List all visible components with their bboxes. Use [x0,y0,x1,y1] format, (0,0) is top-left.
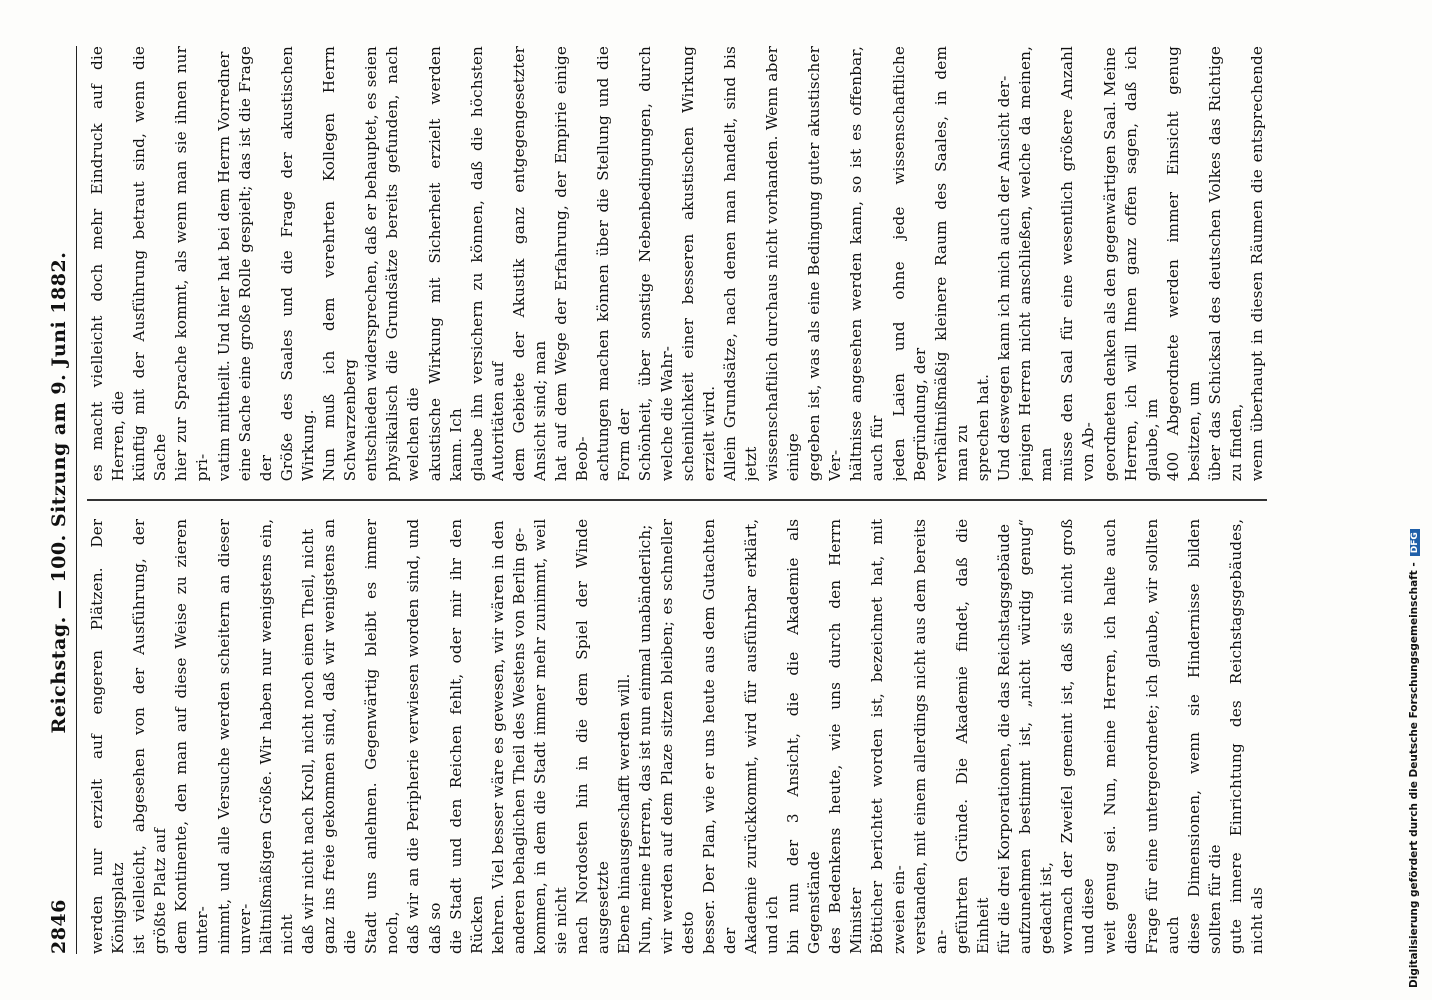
text-line: es macht vielleicht doch mehr Eindruck auf die Herren, die [88,46,128,482]
text-line: werden nur erzielt auf engeren Plätzen. Der Königsplatz [88,518,128,954]
text-line: dem Gebiete der Akustik ganz entgegengesetzter Ansicht sind; man [509,46,549,482]
text-line: anderen behaglichen Theil des Westens von Berlin ge- [509,527,528,954]
text-line: kehren. Viel besser wäre es gewesen, wir wären in den [488,520,507,954]
text-line: Nun, meine Herren, das ist nun einmal unabänderlich; [636,524,655,954]
text-line: Nun muß ich dem verehrten Kollegen Herrn Schwarzenberg [320,46,360,482]
text-line: wir werden auf dem Plaze sitzen bleiben; es schneller desto [657,518,697,954]
text-line: Schönheit, über sonstige Nebenbedingungen, durch welche die Wahr- [636,46,676,482]
text-line: jeden Laien und ohne jede wissenschaftliche Begründung, der [889,46,929,482]
text-line: kommen, in dem die Stadt immer mehr zunimmt, weil sie nicht [530,518,571,954]
text-line: dem Kontinente, den man auf diese Weise zu zieren unter- [172,518,212,954]
text-line: 400 Abgeordnete werden immer Einsicht genug besitzen, um [1163,46,1203,482]
text-line: des Bedenkens heute, wie uns durch den Herrn Minister [826,518,866,954]
text-line: müsse den Saal für eine wesentlich größere Anzahl von Ab- [1058,46,1098,482]
text-line: Und deswegen kann ich mich auch der Ansicht der- [995,75,1014,482]
text-line: gegeben ist, was als eine Bedingung guter akustischer Ver- [805,46,845,482]
text-line: wissenschaftlich durchaus nicht vorhanden. Wenn aber einige [763,46,803,482]
text-line: wenn überhaupt in diesen Räumen die entsprechende [1248,46,1267,482]
text-line: nimmt, und alle Versuche werden scheitern an dieser unver- [214,518,254,954]
document-sheet [26,20,1406,980]
page-number: 2846 [48,899,70,954]
text-line: besser. Der Plan, wie er uns heute aus dem Gutachten der [699,518,739,954]
text-line: wornach der Zweifel gemeint ist, daß sie nicht groß und diese [1058,518,1098,954]
text-line: über das Schicksal des deutschen Volkes das Richtige zu finden, [1205,46,1246,482]
digitization-watermark [1406,8,1428,992]
text-line: eine Sache eine große Rolle gespielt; das ist die Frage der [235,46,275,482]
watermark-text: Digitalisierung gefördert durch die Deutsche Forschungsgemeinschaft - [1408,562,1420,988]
text-line: weit genug sei. Nun, meine Herren, ich halte auch diese [1100,518,1140,954]
text-line: ganz ins freie gekommen sind, daß wir wenigstens an die [320,518,360,954]
text-line: akustische Wirkung mit Sicherheit erzielt werden kann. Ich [425,46,465,482]
text-line: verhältnißmäßig kleinere Raum des Saales, in dem man zu [931,46,971,482]
text-line: hältnißmäßigen Größe. Wir haben nur wenigstens ein, nicht [256,518,296,954]
page-title: Reichstag. — 100. Sitzung am 9. Juni 1882. [48,251,70,734]
text-line: geführten Gründe. Die Akademie findet, daß die Einheit [952,518,992,954]
text-line: ist vielleicht, abgesehen von der Ausführung, der größte Platz auf [130,518,170,954]
text-line: glaube ihn versichern zu können, daß die höchsten Autoritäten auf [467,46,507,482]
text-column-left [87,519,1267,954]
text-line: Herren, ich will Ihnen ganz offen sagen, daß ich glaube, im [1121,46,1161,482]
text-line: daß wir nicht nach Kroll, nicht noch einen Theil, nicht [298,528,317,954]
text-line: Ebene hinausgeschafft werden will. [615,673,634,954]
text-line: die Stadt und den Reichen fehlt, oder mir ihr den Rücken [446,518,486,954]
column-divider [87,499,1267,501]
text-line: Bötticher berichtet worden ist, bezeichnet hat, mit zweien ein- [868,518,908,954]
text-line: achtungen machen können über die Stellung und die Form der [594,46,634,482]
text-line: für die drei Korporationen, die das Reichstagsgebäude [995,523,1014,954]
text-line: hältnisse angesehen werden kann, so ist es offenbar, auch für [847,46,887,482]
text-line: vatim mittheilt. Und hier hat bei dem Herrn Vorredner [214,51,233,482]
text-line: nach Nordosten hin in die dem Spiel der Winde ausgesetzte [573,518,613,954]
page-header [48,46,77,954]
text-line: jenigen Herren nicht anschließen, welche da meinen, man [1016,46,1056,482]
text-line: physikalisch die Grundsätze bereits gefunden, nach welchen die [383,46,423,482]
text-line: künftig mit der Ausführung betraut sind, wenn die Sache [130,46,170,482]
text-line: geordneten denken als den gegenwärtigen Saal. Meine [1100,47,1119,482]
text-line: sprechen hat. [973,373,992,482]
watermark-line [1408,529,1420,988]
text-line: Stadt uns anlehnen. Gegenwärtig bleibt es immer noch, [362,518,402,954]
text-line: Akademie zurückkommt, wird für ausführbar erklärt, und ich [741,518,781,954]
text-line: scheinlichkeit einer besseren akustischen Wirkung erzielt wird. [678,46,718,482]
text-line: daß wir an die Peripherie verwiesen worden sind, und daß so [404,518,444,954]
text-line: aufzunehmen bestimmt ist, „nicht würdig genug“ gedacht ist, [1016,518,1056,954]
text-line: hier zur Sprache kommt, als wenn man sie ihnen nur pri- [172,46,212,482]
text-line: diese Dimensionen, wenn sie Hindernisse bilden sollten für die [1184,518,1224,954]
text-column-right [87,46,1267,481]
text-line: Größe des Saales und die Frage der akustischen Wirkung. [277,46,317,482]
text-line: Frage für eine untergeordnete; ich glaube, wir sollten auch [1142,518,1182,954]
text-line: gute innere Einrichtung des Reichstagsgebäudes, nicht als [1227,518,1267,954]
dfg-logo: DFG [1410,529,1420,556]
text-line: Allein Grundsätze, nach denen man handelt, sind bis jetzt [720,46,760,482]
text-line: bin nun der 3 Ansicht, die die Akademie als Gegenstände [784,518,824,954]
text-line: entschieden widersprechen, daß er behauptet, es seien [362,46,381,482]
text-line: hat auf dem Wege der Erfahrung, der Empirie einige Beob- [552,46,592,482]
text-columns [87,46,1267,954]
text-line: verstanden, mit einem allerdings nicht aus dem bereits an- [910,518,950,954]
